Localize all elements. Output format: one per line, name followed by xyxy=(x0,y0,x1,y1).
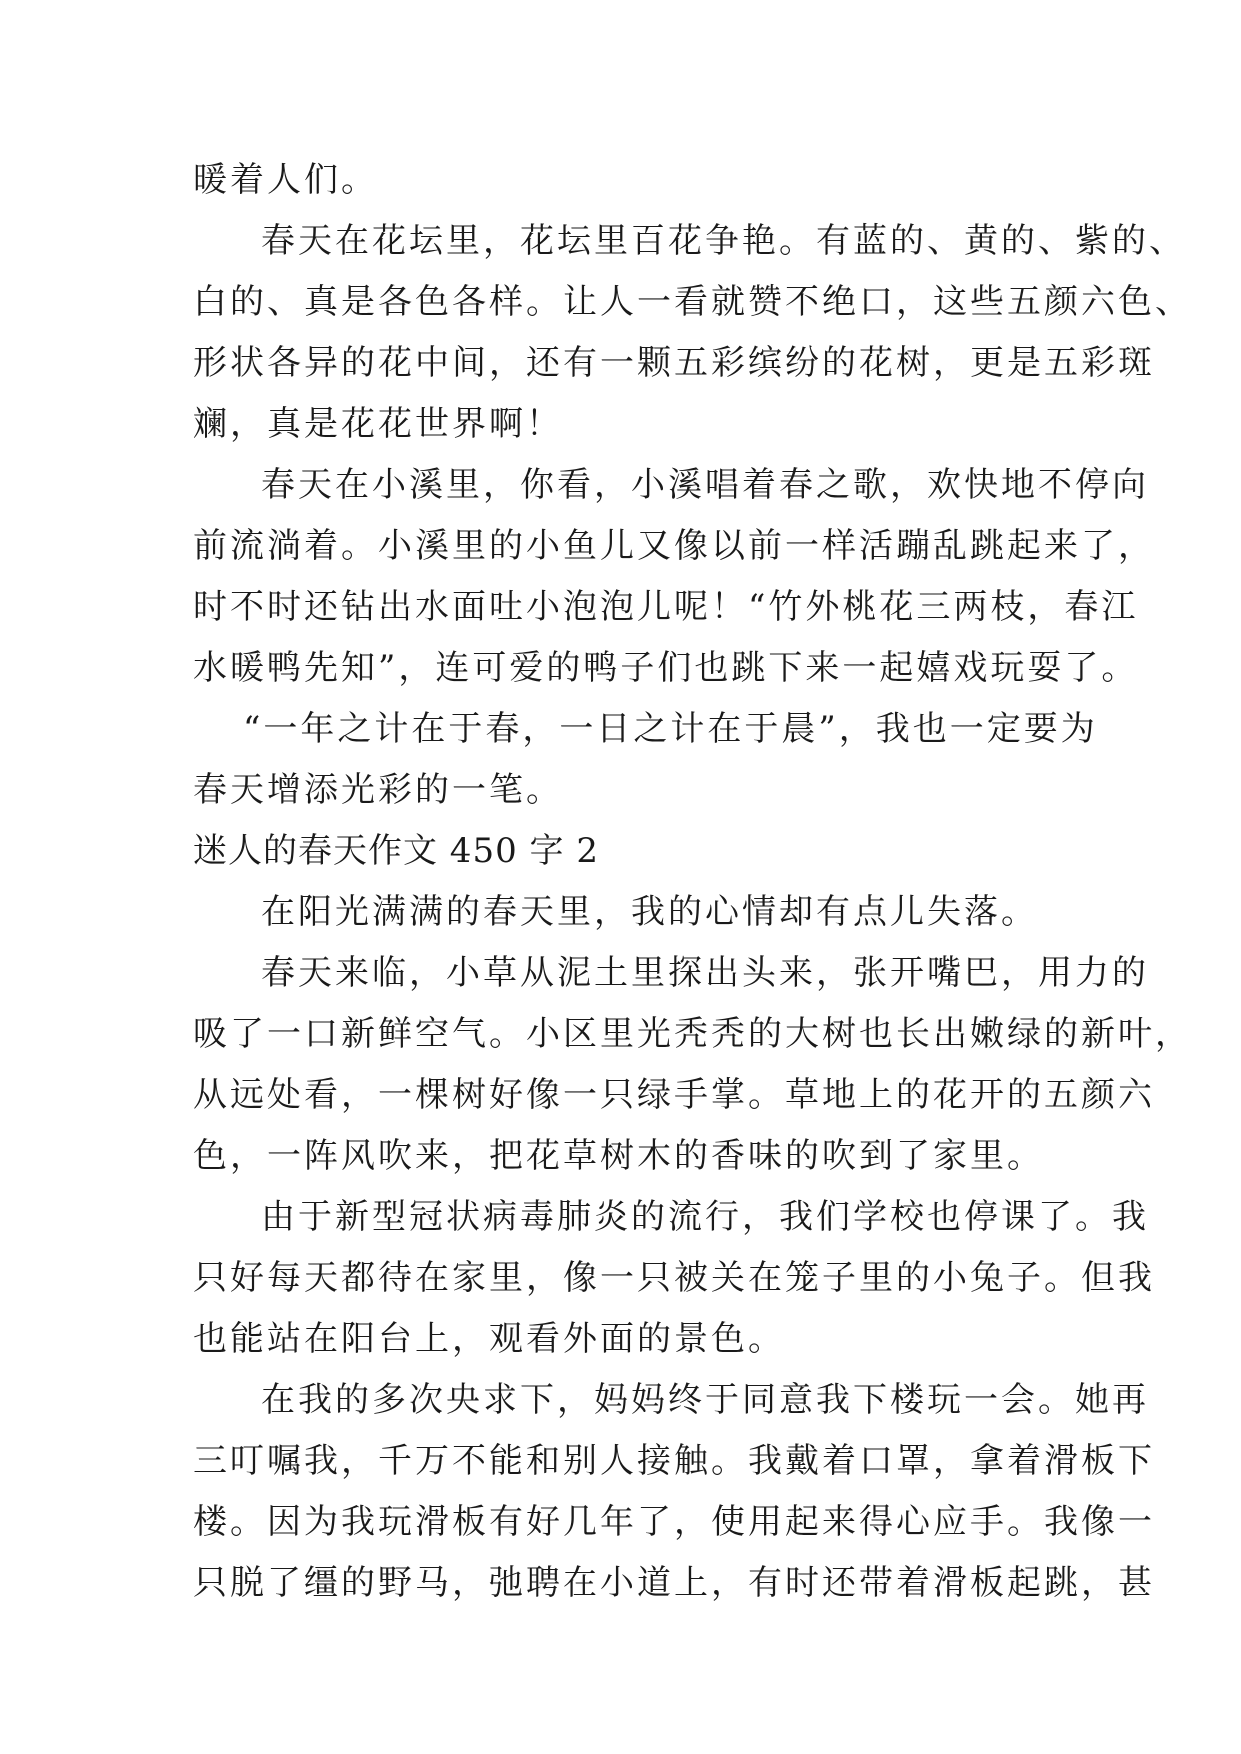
text-line: 斓，真是花花世界啊！ xyxy=(193,404,563,444)
paragraph-first-line: 春天来临，小草从泥土里探出头来，张开嘴巴，用力的 xyxy=(261,953,1149,993)
essay-body xyxy=(193,150,1192,1614)
text-line: 也能站在阳台上，观看外面的景色。 xyxy=(193,1319,785,1359)
text-line: 三叮嘱我，千万不能和别人接触。我戴着口罩，拿着滑板下 xyxy=(193,1441,1155,1481)
text-line: 楼。因为我玩滑板有好几年了，使用起来得心应手。我像一 xyxy=(193,1502,1155,1542)
text-line: 前流淌着。小溪里的小鱼儿又像以前一样活蹦乱跳起来了， xyxy=(193,526,1155,566)
text-line: 只脱了缰的野马，弛聘在小道上，有时还带着滑板起跳，甚 xyxy=(193,1563,1155,1603)
paragraph-first-line: 在阳光满满的春天里，我的心情却有点儿失落。 xyxy=(261,892,1038,932)
text-line: 时不时还钻出水面吐小泡泡儿呢！“竹外桃花三两枝，春江 xyxy=(193,587,1139,627)
text-line: 春天增添光彩的一笔。 xyxy=(193,770,563,810)
text-line: 只好每天都待在家里，像一只被关在笼子里的小兔子。但我 xyxy=(193,1258,1155,1298)
paragraph-first-line: 在我的多次央求下，妈妈终于同意我下楼玩一会。她再 xyxy=(261,1380,1149,1420)
text-line: 水暖鸭先知”，连可爱的鸭子们也跳下来一起嬉戏玩耍了。 xyxy=(193,648,1139,688)
paragraph-first-line: 由于新型冠状病毒肺炎的流行，我们学校也停课了。我 xyxy=(261,1197,1149,1237)
text-line: 白的、真是各色各样。让人一看就赞不绝口，这些五颜六色、 xyxy=(193,282,1192,322)
section-heading: 迷人的春天作文 450 字 2 xyxy=(193,831,599,871)
text-line: 色，一阵风吹来，把花草树木的香味的吹到了家里。 xyxy=(193,1136,1044,1176)
text-line: 吸了一口新鲜空气。小区里光秃秃的大树也长出嫩绿的新叶， xyxy=(193,1014,1192,1054)
paragraph-first-line: “一年之计在于春，一日之计在于晨”，我也一定要为 xyxy=(243,709,1098,749)
text-line: 形状各异的花中间，还有一颗五彩缤纷的花树，更是五彩斑 xyxy=(193,343,1155,383)
text-line: 暖着人们。 xyxy=(193,160,378,200)
text-line: 从远处看，一棵树好像一只绿手掌。草地上的花开的五颜六 xyxy=(193,1075,1155,1115)
paragraph-first-line: 春天在花坛里，花坛里百花争艳。有蓝的、黄的、紫的、 xyxy=(261,221,1186,261)
paragraph-first-line: 春天在小溪里，你看，小溪唱着春之歌，欢快地不停向 xyxy=(261,465,1149,505)
